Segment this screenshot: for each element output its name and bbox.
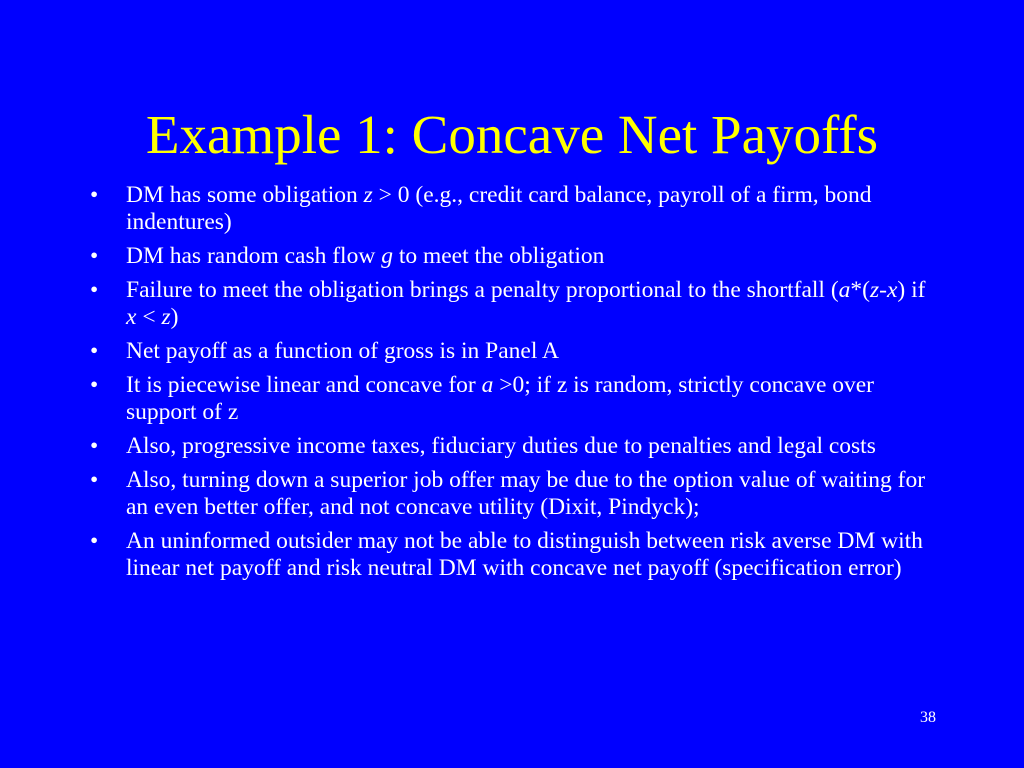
bullet-icon: •	[90, 338, 99, 364]
bullet-text-segment: Also, progressive income taxes, fiduciary duties due to penalties and legal costs	[126, 433, 876, 459]
bullet-text-segment: Failure to meet the obligation brings a penalty proportional to the shortfall (	[126, 277, 839, 303]
bullet-text-segment: g	[381, 243, 393, 269]
bullet-text-segment: z	[161, 304, 171, 330]
bullet-item	[90, 243, 940, 270]
bullet-text-segment: Also, turning down a superior job offer may be due to the option value of waiting for an even better offer, and not concave utility (Dixit, Pindyck);	[126, 467, 926, 520]
bullet-item	[90, 338, 940, 365]
bullet-item	[90, 528, 940, 582]
bullet-icon: •	[90, 528, 99, 554]
bullet-text-segment: <	[136, 304, 162, 330]
bullet-text-segment: An uninformed outsider may not be able to distinguish between risk averse DM with linear net payoff and risk neutral DM with concave net payoff (specification error)	[126, 528, 923, 581]
bullet-text-segment: )	[170, 304, 179, 330]
bullet-item	[90, 467, 940, 521]
page-number: 38	[920, 709, 936, 726]
bullet-text-segment: DM has random cash flow	[126, 243, 382, 269]
bullet-text-segment: z-x	[870, 277, 898, 303]
bullet-item	[90, 277, 940, 331]
bullet-text-segment: ) if	[897, 277, 926, 303]
bullet-text	[126, 372, 874, 425]
bullet-text	[126, 182, 871, 235]
bullet-icon: •	[90, 182, 99, 208]
bullet-item	[90, 182, 940, 236]
bullet-icon: •	[90, 243, 99, 269]
bullet-text-segment: *(	[850, 277, 870, 303]
bullet-text-segment: a	[838, 277, 851, 303]
bullet-item	[90, 372, 940, 426]
bullet-icon: •	[90, 372, 99, 398]
bullet-text	[126, 243, 604, 269]
bullet-text-segment: a	[481, 372, 494, 398]
bullet-text	[126, 338, 559, 364]
bullet-text-segment: > 0 (e.g., credit card balance, payroll of a firm, bond indentures)	[126, 182, 872, 235]
bullet-list	[90, 182, 940, 589]
bullet-text-segment: to meet the obligation	[392, 243, 605, 269]
bullet-icon: •	[90, 467, 99, 493]
bullet-text	[126, 433, 876, 459]
bullet-item	[90, 433, 940, 460]
bullet-text-segment: z	[363, 182, 373, 208]
bullet-text-segment: Net payoff as a function of gross is in Panel A	[126, 338, 559, 364]
slide-title: Example 1: Concave Net Payoffs	[145, 104, 879, 165]
bullet-text	[126, 277, 925, 330]
bullet-icon: •	[90, 277, 99, 303]
bullet-text-segment: It is piecewise linear and concave for	[126, 372, 482, 398]
bullet-text	[126, 528, 923, 581]
bullet-icon: •	[90, 433, 99, 459]
bullet-text-segment: DM has some obligation	[126, 182, 364, 208]
bullet-text-segment: >0; if z is random, strictly concave over support of z	[126, 372, 875, 425]
bullet-text	[126, 467, 925, 520]
bullet-text-segment: x	[126, 304, 137, 330]
